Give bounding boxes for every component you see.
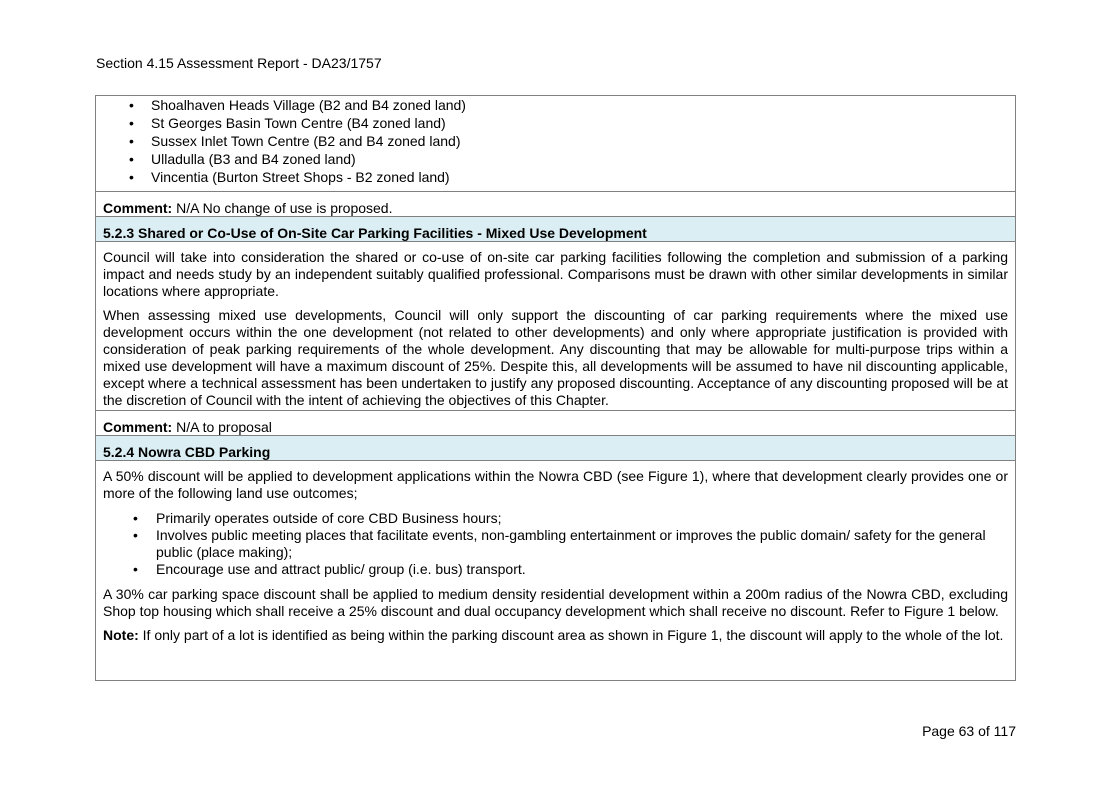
section-523-heading: 5.2.3 Shared or Co-Use of On-Site Car Parking Facilities - Mixed Use Development xyxy=(96,217,1015,242)
list-item: • Shoalhaven Heads Village (B2 and B4 zoned land) xyxy=(103,97,1008,115)
list-item: • Ulladulla (B3 and B4 zoned land) xyxy=(103,151,1008,169)
section-524-heading: 5.2.4 Nowra CBD Parking xyxy=(96,436,1015,461)
paragraph: A 50% discount will be applied to development applications within the Nowra CBD (see Figure 1), where that development clearly provides one or more of the following land use outcomes; xyxy=(103,468,1008,501)
note-text: If only part of a lot is identified as being within the parking discount area as shown in Figure 1, the discount will apply to the whole of the lot. xyxy=(138,627,1004,643)
comment-label: Comment: xyxy=(103,419,173,435)
list-item: • Primarily operates outside of core CBD Business hours; xyxy=(103,510,1008,527)
note-label: Note: xyxy=(103,627,139,643)
comment-text: N/A No change of use is proposed. xyxy=(172,200,393,216)
comment-label: Comment: xyxy=(103,200,173,216)
page-number: Page 63 of 117 xyxy=(922,723,1016,739)
list-item: • Sussex Inlet Town Centre (B2 and B4 zoned land) xyxy=(103,133,1008,151)
section-524-body xyxy=(96,461,1015,680)
document-header: Section 4.15 Assessment Report - DA23/1757 xyxy=(96,55,382,71)
comment-row-2 xyxy=(96,411,1015,436)
list-item: • St Georges Basin Town Centre (B4 zoned land) xyxy=(103,115,1008,133)
paragraph: A 30% car parking space discount shall be applied to medium density residential development within a 200m radius of the Nowra CBD, excluding Shop top housing which shall receive a 25% discount and dual occupancy development which shall receive no discount. Refer to Figure 1 below. xyxy=(103,586,1008,619)
comment-row-1 xyxy=(96,192,1015,217)
paragraph: Council will take into consideration the shared or co-use of on-site car parking facilities following the completion and submission of a parking impact and needs study by an independent suitably qualified professional. Comparisons must be drawn with other similar developments in similar locations where appropriate. xyxy=(103,249,1008,299)
list-item: • Encourage use and attract public/ group (i.e. bus) transport. xyxy=(103,561,1008,578)
zone-list-row xyxy=(96,96,1015,192)
list-item: • Vincentia (Burton Street Shops - B2 zoned land) xyxy=(103,169,1008,187)
assessment-table xyxy=(95,95,1016,681)
section-523-body xyxy=(96,242,1015,411)
list-item: • Involves public meeting places that facilitate events, non-gambling entertainment or improves the public domain/ safety for the general public (place making); xyxy=(103,527,1008,561)
comment-text: N/A to proposal xyxy=(172,419,272,435)
zone-list xyxy=(103,97,1008,187)
note-paragraph xyxy=(103,627,1008,644)
paragraph: When assessing mixed use developments, Council will only support the discounting of car parking requirements where the mixed use development occurs within the one development (not related to other developments) and only where appropriate justification is provided with consideration of peak parking requirements of the whole development. Any discounting that may be allowable for multi-purpose trips within a mixed use development will have a maximum discount of 25%. Despite this, all developments will be assumed to have nil discounting applicable, except where a technical assessment has been undertaken to justify any proposed discounting. Acceptance of any discounting proposed will be at the discretion of Council with the intent of achieving the objectives of this Chapter. xyxy=(103,307,1008,408)
outcome-list xyxy=(103,510,1008,578)
